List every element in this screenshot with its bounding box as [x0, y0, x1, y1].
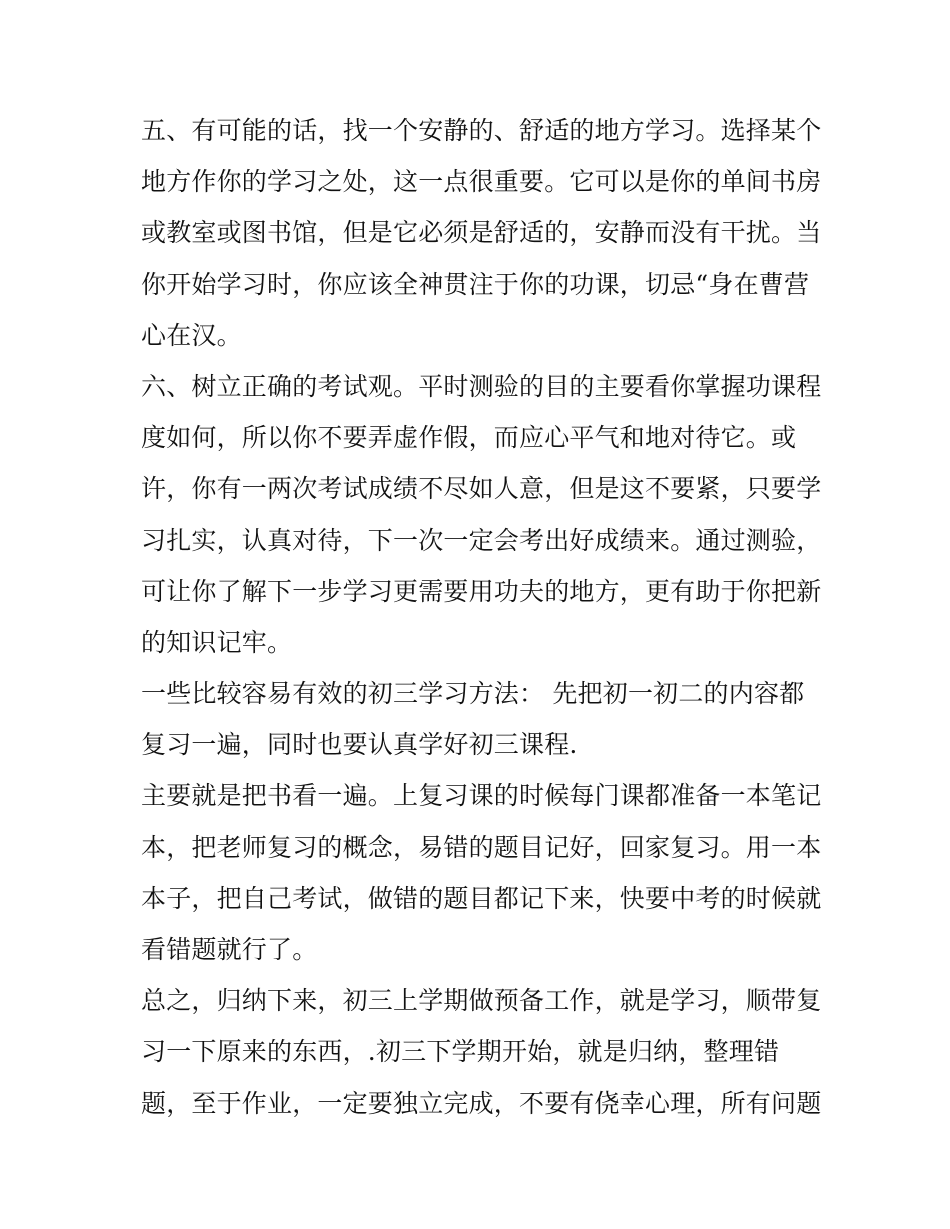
text-line: 看错题就行了。 [141, 935, 318, 964]
text-line: 复习一遍，同时也要认真学好初三课程. [141, 730, 578, 760]
text-line: 本子，把自己考试，做错的题目都记下来，快要中考的时候就 [141, 883, 821, 913]
text-line: 许，你有一两次考试成绩不尽如人意，但是这不要紧，只要学 [141, 474, 821, 504]
text-line: 习扎实，认真对待，下一次一定会考出好成绩来。通过测验， [141, 525, 821, 555]
text-line: 习一下原来的东西，.初三下学期开始，就是归纳，整理错 [141, 1037, 780, 1067]
text-line: 一些比较容易有效的初三学习方法： 先把初一初二的内容都 [141, 679, 805, 709]
text-line: 或教室或图书馆，但是它必须是舒适的，安静而没有干扰。当 [141, 218, 821, 248]
document-body [141, 105, 821, 1129]
text-line: 总之，归纳下来，初三上学期做预备工作，就是学习，顺带复 [141, 986, 821, 1016]
text-line: 题，至于作业，一定要独立完成，不要有侥幸心理，所有问题 [141, 1088, 821, 1118]
text-line: 度如何，所以你不要弄虚作假，而应心平气和地对待它。或 [141, 423, 797, 453]
text-line: 主要就是把书看一遍。上复习课的时候每门课都准备一本笔记 [141, 781, 821, 811]
text-line: 心在汉。 [141, 320, 242, 350]
text-line: 五、有可能的话，找一个安静的、舒适的地方学习。选择某个 [141, 116, 821, 145]
text-line: 地方作你的学习之处，这一点很重要。它可以是你的单间书房 [141, 167, 821, 197]
text-line: 六、树立正确的考试观。平时测验的目的主要看你掌握功课程 [141, 371, 821, 401]
text-line: 本，把老师复习的概念，易错的题目记好，回家复习。用一本 [141, 832, 821, 862]
text-line: 你开始学习时，你应该全神贯注于你的功课，切忌“身在曹营 [141, 269, 810, 299]
text-line: 的知识记牢。 [141, 627, 293, 657]
text-line: 可让你了解下一步学习更需要用功夫的地方，更有助于你把新 [141, 576, 821, 606]
